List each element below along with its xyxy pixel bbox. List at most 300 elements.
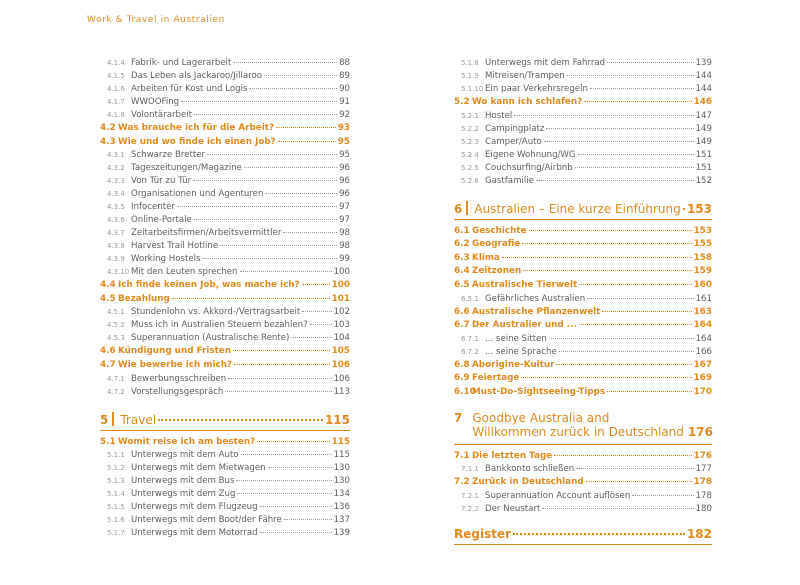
- toc-subsection-entry[interactable]: [100, 333, 350, 346]
- entry-page: 146: [693, 97, 712, 107]
- running-header: Work & Travel in Australien: [87, 15, 225, 25]
- dot-leader: [228, 378, 331, 379]
- entry-title: Wie bewerbe ich mich?: [118, 359, 233, 370]
- dot-leader: [576, 468, 693, 469]
- entry-number: 5.1.5: [107, 503, 125, 512]
- toc-group: [100, 360, 350, 374]
- entry-title: Der Neustart: [485, 503, 541, 514]
- toc-group: [100, 450, 350, 541]
- toc-section-entry[interactable]: [454, 360, 712, 374]
- entry-title: WWOOFing: [131, 97, 180, 107]
- toc-subsection-entry[interactable]: [454, 137, 712, 150]
- entry-number: 4.3.5: [107, 203, 125, 212]
- entry-title: Vorstellungsgespräch: [131, 386, 224, 397]
- entry-title: Superannuation (Australische Rente): [131, 333, 290, 344]
- dot-leader: [683, 208, 685, 210]
- entry-title: Eigene Wohnung/WG: [485, 149, 576, 160]
- dot-leader: [546, 128, 693, 129]
- entry-page: 98: [339, 241, 350, 252]
- toc-group: [100, 437, 350, 451]
- entry-number: 5.2.1: [461, 111, 479, 120]
- entry-number: 5.1.4: [107, 490, 125, 499]
- toc-subsection-entry[interactable]: [100, 515, 350, 528]
- toc-group: [454, 307, 712, 334]
- entry-title: Was brauche ich für die Arbeit?: [118, 123, 275, 133]
- toc-section-entry[interactable]: [454, 387, 712, 401]
- toc-group: [454, 334, 712, 360]
- entry-page: 159: [693, 266, 712, 277]
- entry-number: 4.1.5: [107, 72, 125, 80]
- entry-title: Ein paar Verkehrsregeln: [485, 84, 588, 94]
- toc-section-entry[interactable]: [454, 373, 712, 387]
- dot-leader: [203, 258, 338, 259]
- entry-page: 106: [333, 373, 350, 384]
- dot-leader: [310, 324, 332, 325]
- entry-number: 5.1: [100, 436, 116, 447]
- toc-subsection-entry[interactable]: [454, 504, 712, 517]
- entry-title: Bankkonto schließen: [485, 464, 575, 475]
- dot-leader: [225, 391, 331, 392]
- dot-leader: [521, 377, 691, 378]
- toc-group: [454, 58, 712, 97]
- entry-number: 4.7.2: [107, 387, 125, 396]
- toc-subsection-entry[interactable]: [100, 267, 350, 280]
- entry-number: 6.8: [454, 359, 470, 370]
- entry-number: 4.7: [100, 359, 116, 370]
- toc-subsection-entry[interactable]: [100, 71, 350, 84]
- entry-number: 6.7.2: [461, 347, 479, 356]
- entry-title: Wo kann ich schlafen?: [472, 97, 583, 107]
- dot-leader: [268, 467, 332, 468]
- entry-number: 6.5.1: [461, 294, 479, 303]
- toc-group: [100, 58, 350, 123]
- entry-title: Australische Tierwelt: [472, 279, 578, 290]
- toc-section-entry[interactable]: [454, 451, 712, 465]
- entry-number: 4.1.7: [107, 98, 125, 106]
- entry-number: 5.2: [454, 97, 470, 107]
- toc-subsection-entry[interactable]: [100, 502, 350, 515]
- toc-subsection-entry[interactable]: [454, 294, 712, 307]
- entry-number: 6.9: [454, 373, 470, 384]
- toc-subsection-entry[interactable]: [100, 163, 350, 176]
- dot-leader: [237, 493, 331, 494]
- toc-subsection-entry[interactable]: [100, 215, 350, 228]
- entry-page: 96: [339, 176, 350, 187]
- entry-number: 5.1.3: [107, 477, 125, 486]
- toc-subsection-entry[interactable]: [100, 387, 350, 400]
- toc-group: [100, 294, 350, 308]
- dot-leader: [193, 180, 337, 181]
- entry-title: Bezahlung: [118, 293, 170, 304]
- dot-leader: [283, 232, 337, 233]
- chapter-number: 6: [454, 201, 463, 216]
- entry-page: 102: [333, 307, 350, 318]
- chapter-page: 153: [686, 201, 712, 216]
- entry-page: 169: [693, 373, 712, 384]
- entry-title: Superannuation Account auflösen: [485, 490, 631, 501]
- toc-subsection-entry[interactable]: [100, 463, 350, 476]
- dot-leader: [575, 167, 694, 168]
- entry-title: Kündigung und Fristen: [118, 346, 232, 357]
- toc-section-entry[interactable]: [454, 280, 712, 294]
- toc-section-entry[interactable]: [100, 437, 350, 451]
- toc-section-entry[interactable]: [100, 280, 350, 294]
- entry-title: Camper/Auto: [485, 136, 542, 147]
- toc-subsection-entry[interactable]: [100, 176, 350, 189]
- entry-title: Unterwegs mit dem Boot/der Fähre: [131, 515, 282, 526]
- entry-title: Geschichte: [472, 225, 527, 236]
- chapter-7-heading[interactable]: [454, 411, 712, 445]
- toc-subsection-entry[interactable]: [100, 450, 350, 463]
- toc-subsection-entry[interactable]: [100, 476, 350, 489]
- dot-leader: [233, 62, 337, 63]
- toc-subsection-entry[interactable]: [100, 150, 350, 163]
- toc-subsection-entry[interactable]: [454, 71, 712, 84]
- chapter-page: 176: [687, 424, 713, 439]
- entry-page: 164: [693, 320, 712, 331]
- toc-group: [454, 294, 712, 307]
- entry-number: 6.3: [454, 252, 470, 263]
- dot-leader: [584, 101, 691, 102]
- dot-leader: [207, 154, 337, 155]
- chapter-bar: [466, 201, 468, 215]
- entry-number: 6.7.1: [461, 334, 479, 343]
- toc-group: [454, 111, 712, 189]
- toc-subsection-entry[interactable]: [454, 347, 712, 360]
- dot-leader: [587, 298, 693, 299]
- toc-subsection-entry[interactable]: [454, 111, 712, 124]
- toc-subsection-entry[interactable]: [454, 334, 712, 347]
- dot-leader: [579, 284, 691, 285]
- entry-title: Schwarze Bretter: [131, 150, 206, 161]
- entry-title: Der Australier und ...: [472, 320, 577, 331]
- chapter-title: Travel: [120, 412, 157, 427]
- toc-subsection-entry[interactable]: [454, 163, 712, 176]
- entry-number: 7.1.1: [461, 465, 479, 474]
- entry-page: 166: [695, 346, 712, 357]
- entry-title: Organisationen und Agenturen: [131, 189, 264, 200]
- toc-subsection-entry[interactable]: [100, 489, 350, 502]
- dot-leader: [607, 391, 691, 392]
- entry-number: 4.1.6: [107, 85, 125, 93]
- toc-section-entry[interactable]: [454, 266, 712, 280]
- toc-section-entry[interactable]: [454, 307, 712, 321]
- entry-number: 5.2.3: [461, 137, 479, 146]
- entry-page: 170: [693, 386, 712, 397]
- entry-title: Gastfamilie: [485, 175, 534, 186]
- entry-title: Unterwegs mit dem Motorrad: [131, 528, 258, 539]
- toc-subsection-entry[interactable]: [454, 464, 712, 477]
- toc-group: [454, 360, 712, 401]
- register-page: 182: [686, 526, 712, 541]
- toc-subsection-entry[interactable]: [100, 241, 350, 254]
- dot-leader: [194, 219, 337, 220]
- entry-page: 167: [693, 359, 712, 370]
- dot-leader: [523, 270, 691, 271]
- dot-leader: [244, 167, 337, 168]
- entry-number: 5.2.5: [461, 163, 479, 172]
- entry-title: Mitreisen/Trampen: [485, 71, 565, 81]
- entry-title: Gefährliches Australien: [485, 293, 586, 304]
- entry-title: Zeitarbeitsfirmen/Arbeitsvermittler: [131, 228, 282, 239]
- entry-number: 4.3.3: [107, 177, 125, 186]
- entry-number: 4.3.9: [107, 255, 125, 264]
- dot-leader: [522, 243, 691, 244]
- toc-subsection-entry[interactable]: [454, 176, 712, 189]
- entry-number: 5.1.9: [461, 72, 479, 80]
- chapter-number: 5: [100, 412, 109, 427]
- dot-leader: [549, 338, 694, 339]
- entry-page: 134: [333, 489, 350, 500]
- entry-number: 4.1.8: [107, 111, 125, 119]
- entry-page: 153: [693, 225, 712, 236]
- entry-page: 180: [695, 503, 712, 514]
- register-title: Register: [454, 526, 512, 541]
- toc-section-entry[interactable]: [100, 123, 350, 137]
- dot-leader: [236, 480, 331, 481]
- dot-leader: [194, 114, 337, 115]
- entry-page: 151: [695, 149, 712, 160]
- chapter-5-heading[interactable]: [100, 410, 350, 431]
- dot-leader: [579, 324, 692, 325]
- dot-leader: [542, 508, 693, 509]
- entry-page: 176: [693, 450, 712, 461]
- entry-page: 161: [695, 293, 712, 304]
- entry-title: Unterwegs mit dem Bus: [131, 476, 235, 487]
- entry-number: 5.2.6: [461, 176, 479, 185]
- entry-page: 115: [333, 450, 350, 461]
- entry-title: Von Tür zu Tür: [131, 176, 192, 187]
- toc-group: [454, 491, 712, 517]
- toc-subsection-entry[interactable]: [454, 124, 712, 137]
- chapter-title-line-2: Willkommen zurück in Deutschland: [472, 424, 684, 439]
- dot-leader: [607, 62, 693, 63]
- dot-leader: [260, 506, 332, 507]
- entry-number: 5.1.8: [461, 59, 479, 67]
- entry-title: Volontärarbeit: [131, 110, 193, 120]
- entry-number: 5.1.6: [107, 516, 125, 525]
- dot-leader: [249, 88, 337, 89]
- dot-leader: [556, 364, 691, 365]
- entry-number: 4.3.7: [107, 229, 125, 238]
- dot-leader: [265, 193, 337, 194]
- register-heading[interactable]: [454, 527, 712, 545]
- dot-leader: [284, 519, 332, 520]
- dot-leader: [567, 75, 694, 76]
- entry-number: 6.10: [454, 386, 476, 397]
- entry-number: 6.1: [454, 225, 470, 236]
- dot-leader: [302, 284, 330, 285]
- entry-title: ... seine Sprache: [485, 346, 557, 357]
- entry-page: 178: [695, 490, 712, 501]
- entry-number: 6.6: [454, 306, 470, 317]
- entry-number: 4.3: [100, 136, 116, 147]
- entry-page: 149: [695, 123, 712, 134]
- toc-subsection-entry[interactable]: [100, 189, 350, 202]
- dot-leader: [559, 351, 694, 352]
- entry-number: 7.2: [454, 477, 470, 488]
- dot-leader: [181, 101, 337, 102]
- entry-title: Unterwegs mit dem Flugzeug: [131, 502, 258, 513]
- dot-leader: [257, 441, 329, 442]
- toc-subsection-entry[interactable]: [100, 228, 350, 241]
- entry-page: 178: [693, 477, 712, 488]
- toc-subsection-entry[interactable]: [100, 202, 350, 215]
- entry-page: 139: [695, 58, 712, 68]
- entry-page: 164: [695, 333, 712, 344]
- entry-number: 4.6: [100, 346, 116, 357]
- dot-leader: [514, 115, 693, 116]
- entry-title: Unterwegs mit dem Mietwagen: [131, 463, 266, 474]
- entry-page: 130: [333, 476, 350, 487]
- entry-page: 92: [339, 110, 350, 120]
- entry-title: Wie und wo finde ich einen Job?: [118, 136, 276, 147]
- toc-subsection-entry[interactable]: [100, 97, 350, 110]
- chapter-page: 115: [324, 412, 350, 427]
- entry-title: Ich finde keinen Job, was mache ich?: [118, 280, 300, 291]
- entry-page: 100: [333, 267, 350, 278]
- entry-page: 158: [693, 252, 712, 263]
- entry-number: 6.2: [454, 239, 470, 250]
- toc-section-entry[interactable]: [100, 137, 350, 151]
- entry-page: 160: [693, 279, 712, 290]
- entry-page: 106: [331, 359, 350, 370]
- dot-leader: [234, 364, 330, 365]
- entry-title: Bewerbungsschreiben: [131, 373, 227, 384]
- toc-subsection-entry[interactable]: [100, 58, 350, 71]
- entry-title: Zurück in Deutschland: [472, 477, 584, 488]
- entry-page: 101: [331, 293, 350, 304]
- entry-page: 103: [333, 320, 350, 331]
- entry-number: 6.5: [454, 279, 470, 290]
- entry-page: 130: [333, 463, 350, 474]
- entry-title: Feiertage: [472, 373, 520, 384]
- toc-subsection-entry[interactable]: [100, 374, 350, 387]
- entry-number: 4.5.3: [107, 334, 125, 343]
- dot-leader: [158, 419, 323, 421]
- toc-subsection-entry[interactable]: [100, 528, 350, 541]
- entry-title: Stundenlohn vs. Akkord-/Vertragsarbeit: [131, 307, 301, 318]
- dot-leader: [172, 298, 330, 299]
- entry-page: 155: [693, 239, 712, 250]
- entry-page: 151: [695, 162, 712, 173]
- entry-page: 91: [339, 97, 350, 107]
- entry-title: ... seine Sitten: [485, 333, 547, 344]
- toc-subsection-entry[interactable]: [454, 58, 712, 71]
- toc-subsection-entry[interactable]: [100, 110, 350, 123]
- entry-title: Infocenter: [131, 202, 175, 213]
- toc-subsection-entry[interactable]: [454, 150, 712, 163]
- entry-title: Working Hostels: [131, 254, 201, 265]
- dot-leader: [554, 455, 691, 456]
- toc-section-entry[interactable]: [454, 253, 712, 267]
- chapter-bar: [112, 412, 114, 426]
- entry-page: 97: [339, 215, 350, 226]
- entry-number: 4.1.4: [107, 59, 125, 67]
- toc-section-entry[interactable]: [454, 320, 712, 334]
- dot-leader: [260, 532, 332, 533]
- toc-subsection-entry[interactable]: [454, 84, 712, 97]
- dot-leader: [586, 481, 692, 482]
- entry-number: 5.1.1: [107, 451, 125, 460]
- entry-page: 89: [339, 71, 350, 81]
- dot-leader: [276, 127, 336, 128]
- entry-number: 5.2.4: [461, 150, 479, 159]
- entry-page: 177: [695, 464, 712, 475]
- entry-page: 88: [339, 58, 350, 68]
- chapter-6-heading[interactable]: [454, 199, 712, 220]
- toc-section-entry[interactable]: [100, 360, 350, 374]
- entry-number: 4.3.6: [107, 216, 125, 225]
- entry-page: 98: [339, 228, 350, 239]
- dot-leader: [302, 311, 331, 312]
- toc-group: [454, 451, 712, 465]
- dot-leader: [233, 350, 330, 351]
- entry-number: 4.3.2: [107, 164, 125, 173]
- entry-number: 5.2.2: [461, 124, 479, 133]
- entry-number: 5.1.10: [461, 85, 484, 93]
- dot-leader: [513, 533, 685, 535]
- toc-group: [454, 226, 712, 294]
- entry-page: 136: [333, 502, 350, 513]
- entry-title: Geografie: [472, 239, 521, 250]
- entry-page: 90: [339, 84, 350, 94]
- toc-section-entry[interactable]: [454, 239, 712, 253]
- toc-section-entry[interactable]: [100, 346, 350, 360]
- chapter-number: 7: [454, 410, 463, 425]
- entry-page: 113: [333, 386, 350, 397]
- toc-subsection-entry[interactable]: [100, 320, 350, 333]
- entry-page: 147: [695, 110, 712, 121]
- toc-subsection-entry[interactable]: [100, 84, 350, 97]
- entry-page: 96: [339, 163, 350, 174]
- entry-title: Zeitzonen: [472, 266, 522, 277]
- entry-page: 163: [693, 306, 712, 317]
- toc-group: [454, 464, 712, 477]
- toc-subsection-entry[interactable]: [100, 307, 350, 320]
- entry-title: Womit reise ich am besten?: [118, 436, 256, 447]
- dot-leader: [240, 271, 332, 272]
- toc-section-entry[interactable]: [454, 226, 712, 240]
- toc-group: [100, 280, 350, 294]
- entry-page: 149: [695, 136, 712, 147]
- entry-page: 95: [337, 136, 350, 147]
- toc-group: [100, 346, 350, 360]
- toc-group: [100, 123, 350, 137]
- toc-subsection-entry[interactable]: [100, 254, 350, 267]
- dot-leader: [177, 206, 337, 207]
- entry-page: 139: [333, 528, 350, 539]
- toc-section-entry[interactable]: [454, 97, 712, 111]
- entry-title: Klima: [472, 252, 500, 263]
- toc-section-entry[interactable]: [100, 294, 350, 308]
- entry-title: Fabrik- und Lagerarbeit: [131, 58, 232, 68]
- dot-leader: [602, 311, 691, 312]
- dot-leader: [502, 257, 692, 258]
- chapter-title: Australien – Eine kurze Einführung: [474, 201, 681, 216]
- toc-subsection-entry[interactable]: [454, 491, 712, 504]
- entry-title: Campingplatz: [485, 123, 545, 134]
- dot-leader: [590, 88, 694, 89]
- entry-number: 5.1.7: [107, 529, 125, 538]
- entry-title: Aborigine-Kultur: [472, 359, 555, 370]
- dot-leader: [536, 180, 694, 181]
- entry-title: Australische Pflanzenwelt: [472, 306, 601, 317]
- entry-page: 104: [333, 333, 350, 344]
- entry-title: Tageszeitungen/Magazine: [131, 163, 242, 174]
- dot-leader: [220, 245, 337, 246]
- toc-section-entry[interactable]: [454, 477, 712, 491]
